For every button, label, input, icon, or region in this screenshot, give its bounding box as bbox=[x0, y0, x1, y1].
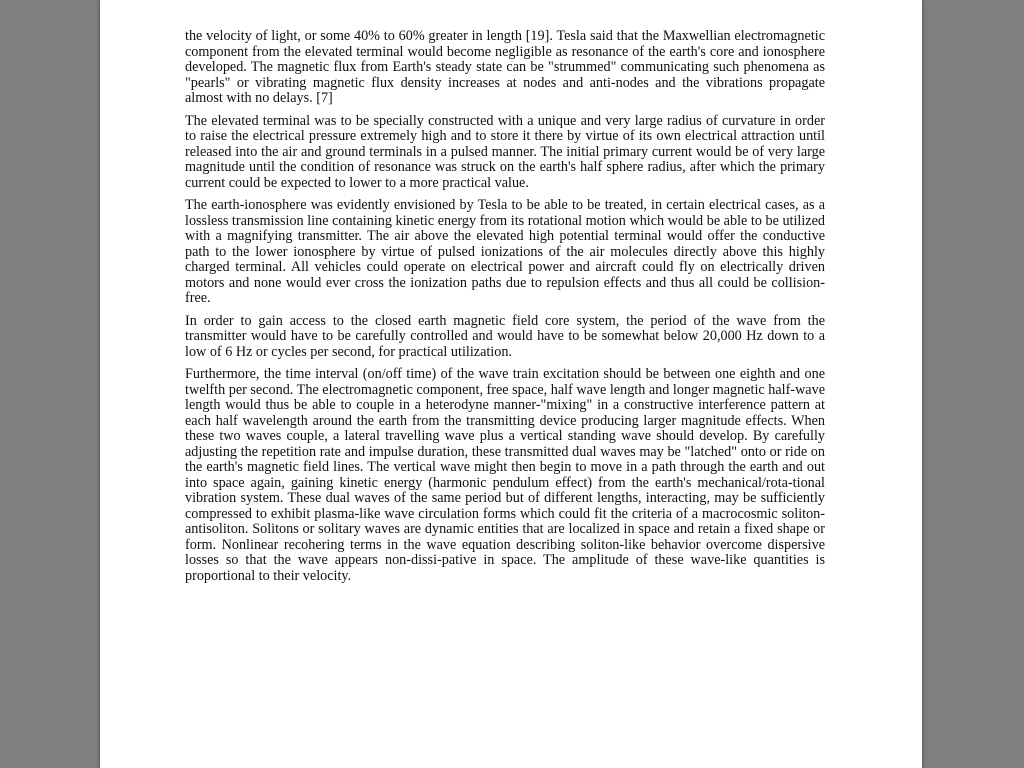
paragraph: The elevated terminal was to be specially constructed with a unique and very large radius of curvature in order to raise the electrical pressure extremely high and to store it there by virtue of its own electrical attraction until released into the air and ground terminals in a pulsed manner. The initial primary current would be of very large magnitude until the condition of resonance was struck on the earth's half sphere radius, after which the primary current could be expected to lower to a more practical value. bbox=[185, 112, 825, 191]
document-page bbox=[100, 0, 922, 768]
paragraph: In order to gain access to the closed earth magnetic field core system, the period of the wave from the transmitter would have to be carefully controlled and would have to be somewhat below 20,000 Hz down to a low of 6 Hz or cycles per second, for practical utilization. bbox=[185, 312, 825, 360]
page-text bbox=[185, 29, 825, 591]
paragraph: the velocity of light, or some 40% to 60% greater in length [19]. Tesla said that the Maxwellian electromagnetic component from the elevated terminal would become negligible as resonance of the earth's core and ionosphere developed. The magnetic flux from Earth's steady state can be "strummed" communicating such phenomena as "pearls" or vibrating magnetic flux density increases at nodes and anti-nodes and the vibrations propagate almost with no delays. [7] bbox=[185, 28, 825, 106]
paragraph: The earth-ionosphere was evidently envisioned by Tesla to be able to be treated, in certain electrical cases, as a lossless transmission line containing kinetic energy from its rotational motion which would be able to be utilized with a magnifying transmitter. The air above the elevated high potential terminal would offer the conductive path to the lower ionosphere by virtue of pulsed ionizations of the air molecules directly above this highly charged terminal. All vehicles could operate on electrical power and aircraft could fly on electrically driven motors and none would ever cross the ionization paths due to repulsion effects and thus all could be collision-free. bbox=[185, 197, 825, 306]
paragraph: Furthermore, the time interval (on/off time) of the wave train excitation should be between one eighth and one twelfth per second. The electromagnetic component, free space, half wave length and longer magnetic half-wave length would thus be able to couple in a heterodyne manner-"mixing" in a constructive interference pattern at each half wavelength around the earth from the transmitting device producing larger magnitude effects. When these two waves couple, a lateral travelling wave plus a vertical standing wave should develop. By carefully adjusting the repetition rate and impulse duration, these transmitted dual waves may be "latched" onto or ride on the earth's magnetic field lines. The vertical wave might then begin to move in a path through the earth and out into space again, gaining kinetic energy (harmonic pendulum effect) from the earth's mechanical/rota-tional vibration system. These dual waves of the same period but of different lengths, interacting, may be sufficiently compressed to exhibit plasma-like wave circulation forms which could fit the criteria of a macrocosmic soliton-antisoliton. Solitons or solitary waves are dynamic entities that are localized in space and retain a fixed shape or form. Nonlinear recohering terms in the wave equation describing soliton-like behavior overcome dispersive losses so that the wave appears non-dissi-pative in space. The amplitude of these wave-like quantities is proportional to their velocity. bbox=[185, 366, 825, 584]
